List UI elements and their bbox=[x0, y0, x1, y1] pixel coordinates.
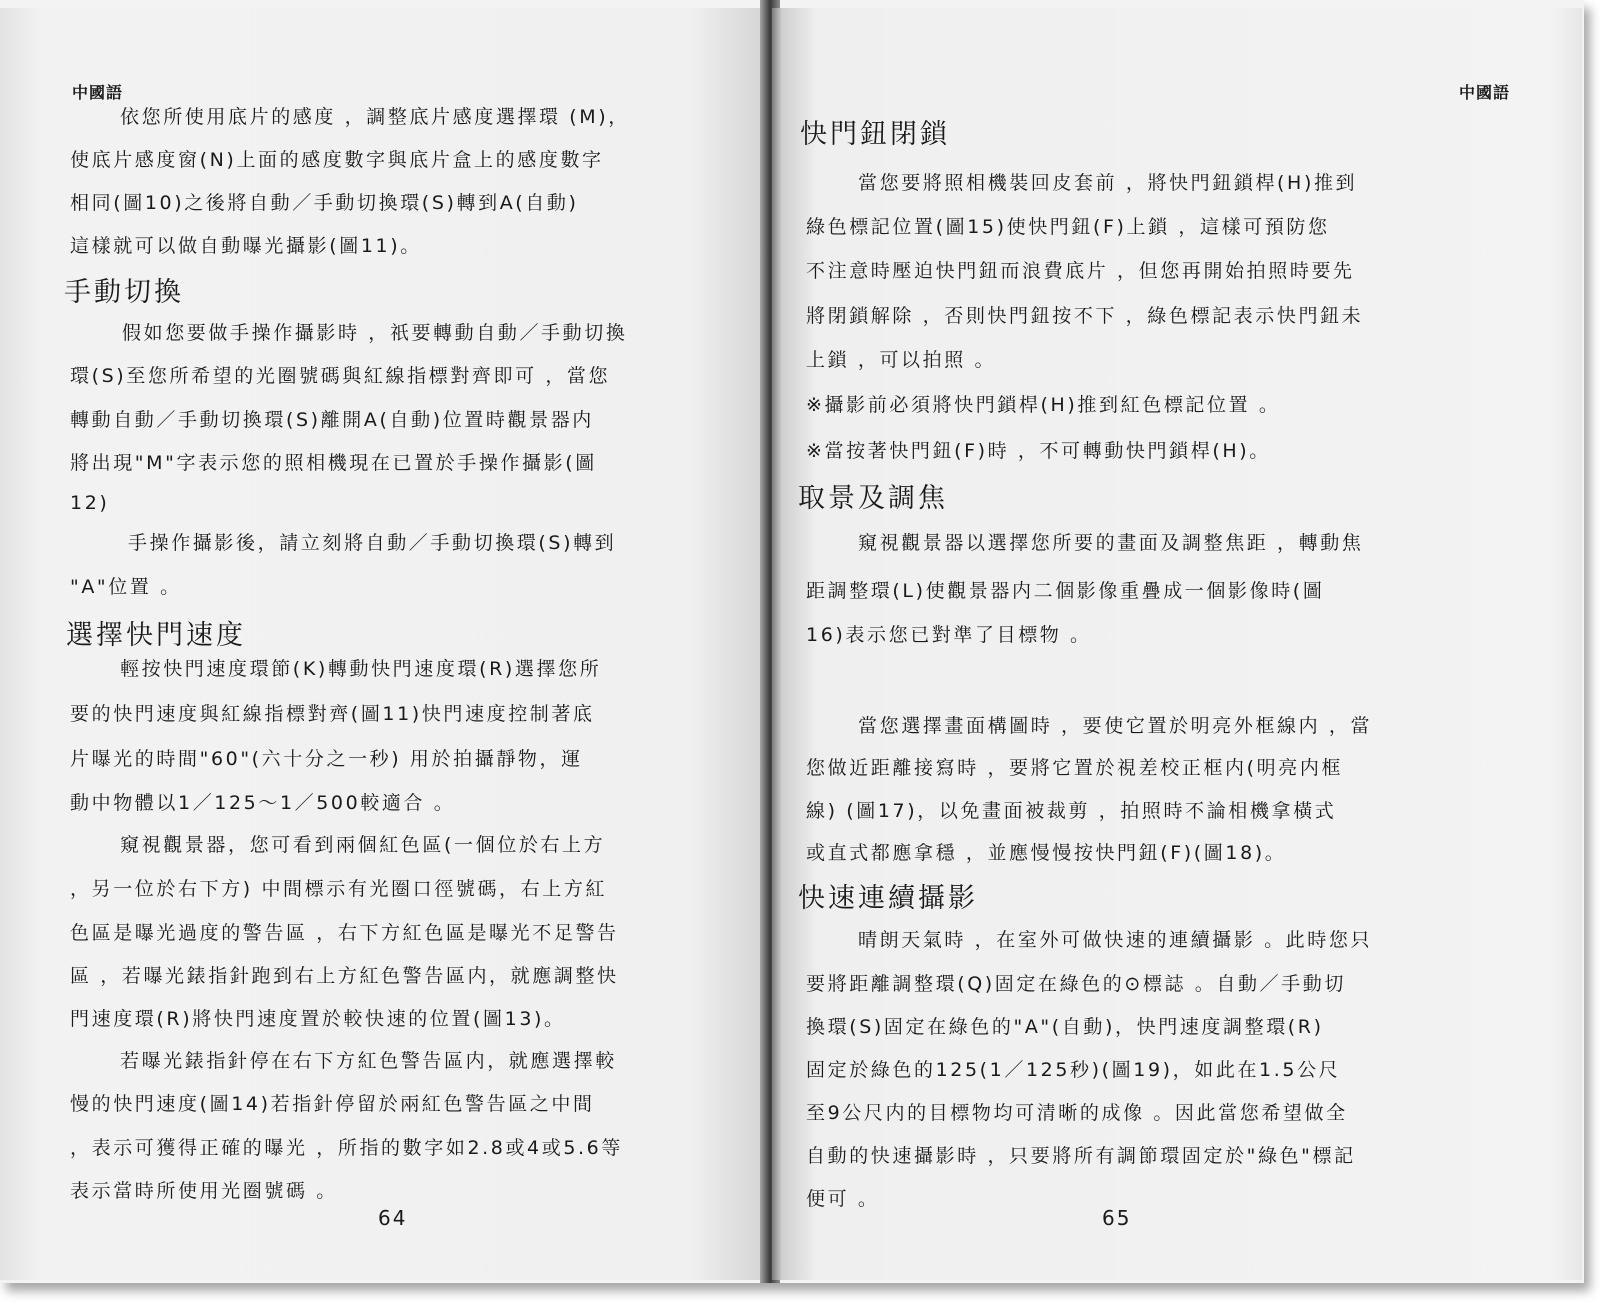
section-heading: 快速連續攝影 bbox=[798, 883, 978, 914]
text-line: 窺視觀景器，您可看到兩個紅色區(一個位於右上方 bbox=[120, 834, 606, 856]
text-line: 環(S)至您所希望的光圈號碼與紅線指標對齊即可 ，當您 bbox=[70, 365, 611, 387]
text-line: 假如您要做手操作攝影時 ，祇要轉動自動／手動切換 bbox=[122, 322, 628, 344]
text-line: 門速度環(R)將快門速度置於較快速的位置(圖13)。 bbox=[70, 1008, 566, 1030]
text-line: 區 ，若曝光錶指針跑到右上方紅色警告區内，就應調整快 bbox=[70, 965, 619, 987]
text-line: 當您要將照相機裝回皮套前 ，將快門鈕鎖桿(H)推到 bbox=[858, 172, 1358, 194]
text-line: 固定於綠色的125(1／125秒)(圖19)，如此在1.5公尺 bbox=[806, 1059, 1341, 1081]
text-line: 上鎖 ，可以拍照 。 bbox=[806, 349, 997, 371]
text-line: 您做近距離接寫時 ，要將它置於視差校正框内(明亮内框 bbox=[806, 757, 1344, 779]
text-line: 綠色標記位置(圖15)使快門鈕(F)上鎖 ，這樣可預防您 bbox=[806, 216, 1330, 238]
text-line: 慢的快門速度(圖14)若指針停留於兩紅色警告區之中間 bbox=[70, 1093, 595, 1115]
text-line: 窺視觀景器以選擇您所要的畫面及調整焦距 ，轉動焦 bbox=[858, 532, 1364, 554]
text-line: ，另一位於右下方) 中間標示有光圈口徑號碼，右上方紅 bbox=[70, 878, 608, 900]
text-line: 當您選擇畫面構圖時 ，要使它置於明亮外框線内 ，當 bbox=[858, 715, 1373, 737]
section-heading: 手動切換 bbox=[64, 277, 184, 308]
text-line: 若曝光錶指針停在右下方紅色警告區内，就應選擇較 bbox=[120, 1050, 617, 1072]
text-line: 晴朗天氣時 ，在室外可做快速的連續攝影 。此時您只 bbox=[858, 929, 1373, 951]
left-page bbox=[0, 8, 770, 1280]
text-line: 12) bbox=[70, 492, 110, 514]
text-line: 手操作攝影後，請立刻將自動／手動切換環(S)轉到 bbox=[128, 532, 617, 554]
text-line: 片曝光的時間"60"(六十分之一秒) 用於拍攝靜物，運 bbox=[70, 748, 583, 770]
text-line: 動中物體以1／125～1／500較適合 。 bbox=[70, 792, 456, 814]
language-label: 中國語 bbox=[72, 83, 124, 102]
text-line: 要的快門速度與紅線指標對齊(圖11)快門速度控制著底 bbox=[70, 703, 595, 725]
page-number: 64 bbox=[378, 1206, 408, 1230]
text-line: 轉動自動／手動切換環(S)離開A(自動)位置時觀景器内 bbox=[70, 409, 594, 431]
text-line: 至9公尺内的目標物均可清晰的成像 。因此當您希望做全 bbox=[806, 1102, 1348, 1124]
text-line: 換環(S)固定在綠色的"A"(自動)，快門速度調整環(R) bbox=[806, 1016, 1324, 1038]
text-line: 不注意時壓迫快門鈕而浪費底片 ，但您再開始拍照時要先 bbox=[806, 260, 1355, 282]
page-number: 65 bbox=[1102, 1206, 1132, 1230]
section-heading: 取景及調焦 bbox=[798, 483, 948, 514]
text-line: 表示當時所使用光圈號碼 。 bbox=[70, 1180, 338, 1202]
language-label: 中國語 bbox=[1458, 83, 1510, 102]
text-line: 輕按快門速度環節(K)轉動快門速度環(R)選擇您所 bbox=[120, 658, 602, 680]
text-line: 自動的快速攝影時 ，只要將所有調節環固定於"綠色"標記 bbox=[806, 1145, 1356, 1167]
text-line: 距調整環(L)使觀景器内二個影像重疊成一個影像時(圖 bbox=[806, 580, 1325, 602]
text-line: 將閉鎖解除 ，否則快門鈕按不下 ，綠色標記表示快門鈕未 bbox=[806, 305, 1364, 327]
text-line: 16)表示您已對準了目標物 。 bbox=[806, 624, 1092, 646]
text-line: 使底片感度窗(N)上面的感度數字與底片盒上的感度數字 bbox=[70, 149, 604, 171]
text-line: 這樣就可以做自動曝光攝影(圖11)。 bbox=[70, 235, 422, 257]
text-line: 要將距離調整環(Q)固定在綠色的⊙標誌 。自動／手動切 bbox=[806, 973, 1346, 995]
text-line: ，表示可獲得正確的曝光 ，所指的數字如2.8或4或5.6等 bbox=[70, 1137, 623, 1159]
text-line: 線) (圖17)，以免畫面被裁剪 ，拍照時不論相機拿橫式 bbox=[806, 800, 1337, 822]
section-heading: 快門鈕閉鎖 bbox=[800, 119, 950, 150]
text-line: 色區是曝光過度的警告區 ，右下方紅色區是曝光不足警告 bbox=[70, 922, 619, 944]
text-line: 依您所使用底片的感度 ，調整底片感度選擇環 (M)， bbox=[120, 106, 630, 128]
text-line: 相同(圖10)之後將自動／手動切換環(S)轉到A(自動) bbox=[70, 192, 579, 214]
text-line: ※當按著快門鈕(F)時 ，不可轉動快門鎖桿(H)。 bbox=[806, 440, 1271, 462]
right-page bbox=[772, 8, 1582, 1280]
text-line: "A"位置 。 bbox=[70, 576, 182, 598]
text-line: 將出現"M"字表示您的照相機現在已置於手操作攝影(圖 bbox=[70, 452, 597, 474]
text-line: 或直式都應拿穩 ，並應慢慢按快門鈕(F)(圖18)。 bbox=[806, 842, 1287, 864]
section-heading: 選擇快門速度 bbox=[66, 620, 246, 651]
text-line: ※攝影前必須將快門鎖桿(H)推到紅色標記位置 。 bbox=[806, 394, 1281, 416]
text-line: 便可 。 bbox=[806, 1188, 880, 1210]
